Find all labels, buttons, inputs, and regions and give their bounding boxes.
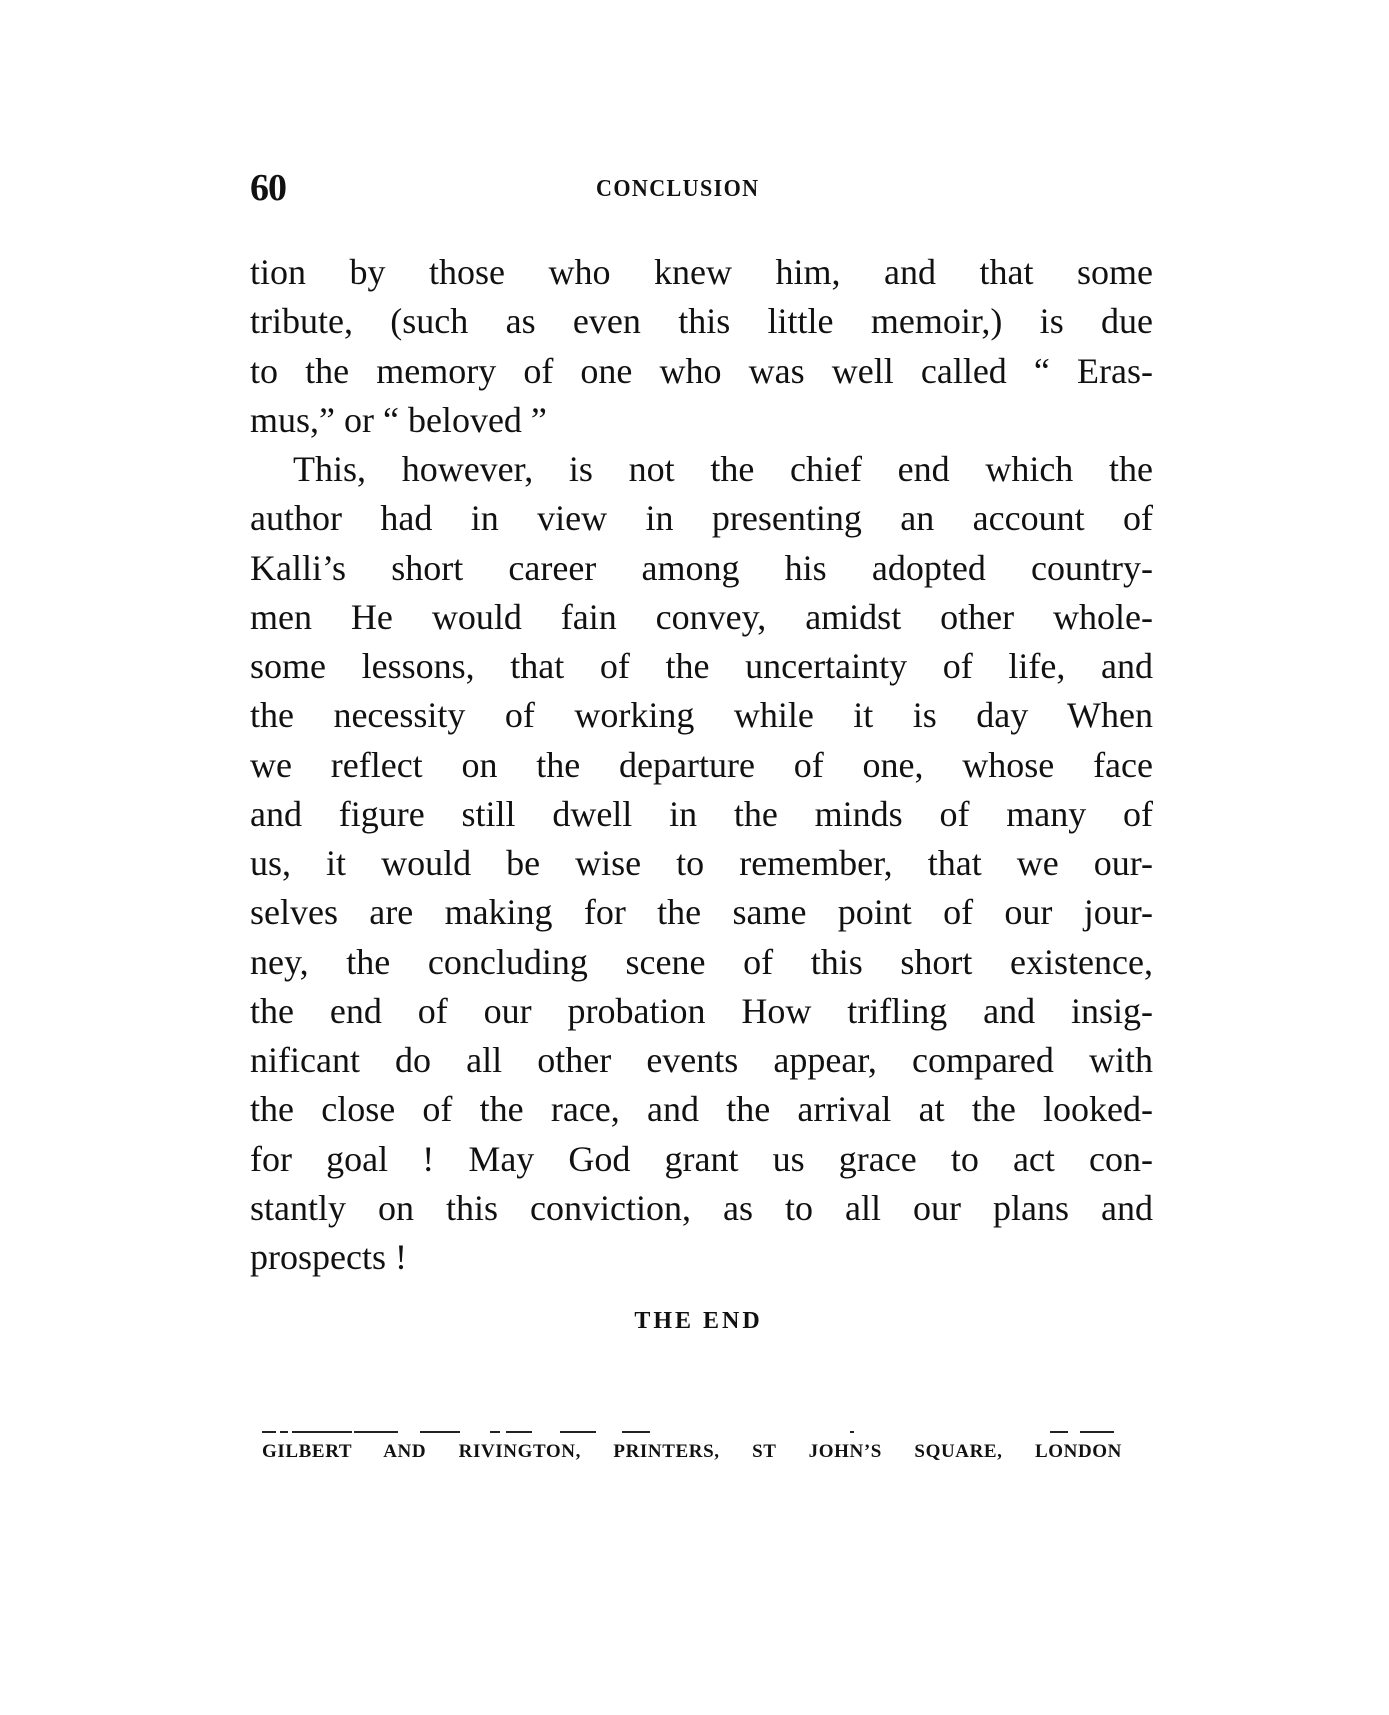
- running-head: [250, 166, 1153, 210]
- text-line: stantly on this conviction, as to all our plans and: [250, 1187, 1153, 1228]
- text-line: for goal ! May God grant us grace to act con-: [250, 1138, 1153, 1179]
- text-line: ney, the concluding scene of this short existence,: [250, 941, 1153, 982]
- text-line: selves are making for the same point of our jour-: [250, 892, 1153, 933]
- text-line: and figure still dwell in the minds of many of: [250, 793, 1153, 834]
- printer-imprint: GILBERT AND RIVINGTON, PRINTERS, ST JOHN’S SQUARE, LONDON: [262, 1441, 1122, 1462]
- text-line: we reflect on the departure of one, whose face: [250, 744, 1153, 785]
- body-text: [250, 248, 1153, 1282]
- text-line: tion by those who knew him, and that some: [250, 252, 1153, 292]
- printer-rule: [262, 1430, 1122, 1433]
- the-end-mark: THE END: [634, 1308, 763, 1334]
- text-line: prospects !: [250, 1237, 407, 1277]
- text-line: men He would fain convey, amidst other whole-: [250, 596, 1153, 637]
- text-line: mus,” or “ beloved ”: [250, 399, 547, 440]
- text-line: author had in view in presenting an account of: [250, 498, 1153, 539]
- text-line: the close of the race, and the arrival at the looked-: [250, 1089, 1153, 1130]
- paragraph-start-line: This, however, is not the chief end which the: [293, 449, 1153, 489]
- page-number: 60: [250, 167, 286, 209]
- text-line: Kalli’s short career among his adopted country-: [250, 547, 1153, 588]
- text-line: to the memory of one who was well called “ Eras-: [250, 350, 1153, 391]
- text-line: the necessity of working while it is day When: [250, 695, 1153, 736]
- text-line: the end of our probation How trifling and insig-: [250, 990, 1153, 1031]
- running-title: CONCLUSION: [596, 176, 760, 202]
- text-line: tribute, (such as even this little memoir,) is due: [250, 301, 1153, 342]
- text-line: some lessons, that of the uncertainty of life, and: [250, 646, 1153, 686]
- text-line: nificant do all other events appear, compared with: [250, 1040, 1153, 1080]
- text-line: us, it would be wise to remember, that we our-: [250, 843, 1153, 883]
